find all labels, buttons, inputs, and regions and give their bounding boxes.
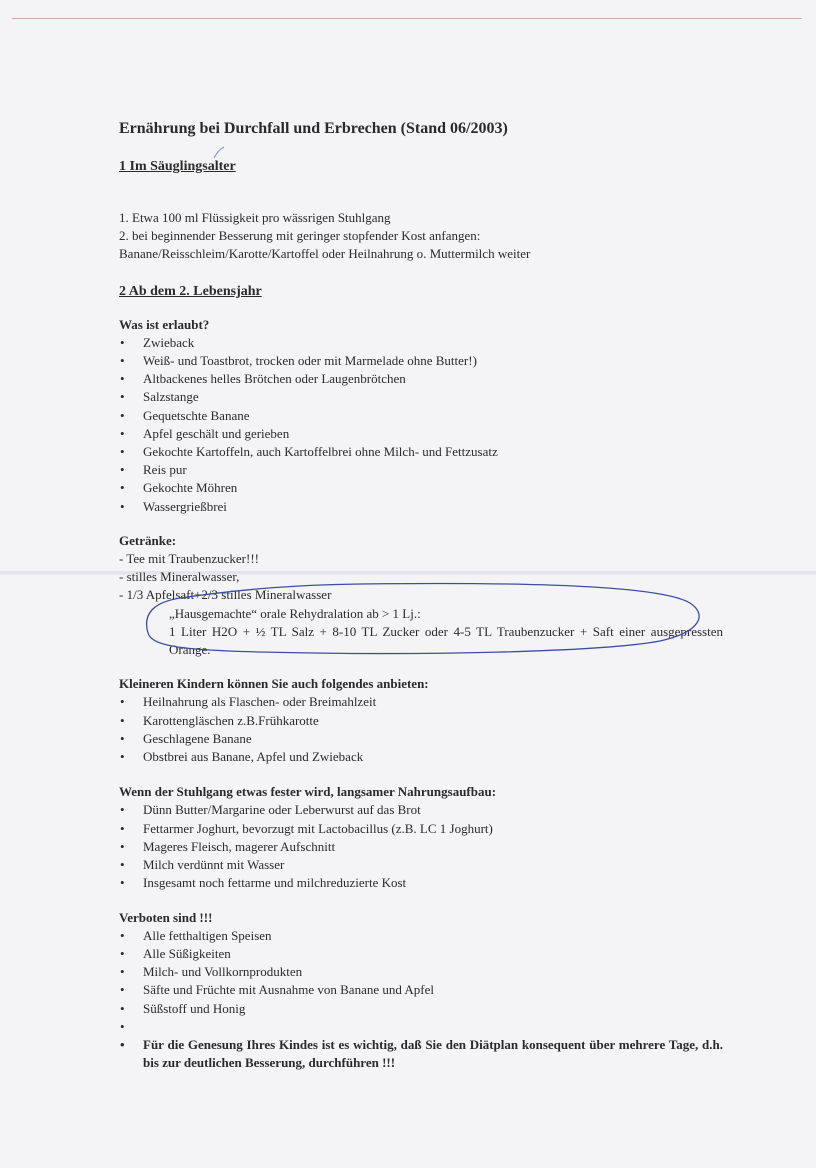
list-item: • Insgesamt noch fettarme und milchreduzierte Kost [119, 874, 723, 892]
drink-item: - 1/3 Apfelsaft+2/3 stilles Mineralwasser [119, 587, 332, 603]
infant-line: Banane/Reisschleim/Karotte/Kartoffel oder Heilnahrung o. Muttermilch weiter [119, 246, 531, 262]
infant-instructions [119, 209, 723, 264]
forbidden-list [119, 927, 723, 1072]
list-item: • Gekochte Möhren [119, 479, 723, 497]
list-item: • Süßstoff und Honig [119, 1000, 723, 1018]
list-item: • Altbackenes helles Brötchen oder Laugenbrötchen [119, 370, 723, 388]
list-item: • Zwieback [119, 334, 723, 352]
firmer-stool-label: Wenn der Stuhlgang etwas fester wird, langsamer Nahrungsaufbau: [119, 784, 497, 800]
list-item: • Milch verdünnt mit Wasser [119, 856, 723, 874]
list-item: • Apfel geschält und gerieben [119, 425, 723, 443]
rehydration-recipe-text: 1 Liter H2O + ½ TL Salz + 8-10 TL Zucker oder 4-5 TL Traubenzucker + Saft einer ausgepressten Orange. [169, 623, 723, 658]
list-item: • Karottengläschen z.B.Frühkarotte [119, 712, 723, 730]
small-children-label: Kleineren Kindern können Sie auch folgendes anbieten: [119, 676, 429, 692]
list-item: • Fettarmer Joghurt, bevorzugt mit Lactobacillus (z.B. LC 1 Joghurt) [119, 820, 723, 838]
list-item: • Mageres Fleisch, magerer Aufschnitt [119, 838, 723, 856]
section-heading-infants: 1 Im Säuglingsalter [119, 159, 236, 174]
final-note: • Für die Genesung Ihres Kindes ist es wichtig, daß Sie den Diätplan konsequent über mehrere Tage, d.h. bis zur deutlichen Besserung, durchführen !!! [119, 1036, 723, 1072]
allowed-label: Was ist erlaubt? [119, 316, 210, 332]
list-item: • Wassergrießbrei [119, 498, 723, 516]
infant-line: 2. bei beginnender Besserung mit geringer stopfender Kost anfangen: [119, 228, 481, 244]
rehydration-heading: „Hausgemachte“ orale Rehydralation ab > 1 Lj.: [169, 605, 421, 621]
empty-list-item [119, 1018, 723, 1036]
list-item: • Weiß- und Toastbrot, trocken oder mit Marmelade ohne Butter!) [119, 352, 723, 370]
list-item: • Säfte und Früchte mit Ausnahme von Banane und Apfel [119, 981, 723, 999]
list-item: • Reis pur [119, 461, 723, 479]
drink-item: - Tee mit Traubenzucker!!! [119, 551, 259, 567]
forbidden-label: Verboten sind !!! [119, 909, 213, 925]
infant-line: 1. Etwa 100 ml Flüssigkeit pro wässrigen Stuhlgang [119, 210, 391, 225]
document-title: Ernährung bei Durchfall und Erbrechen (Stand 06/2003) [119, 120, 508, 137]
firmer-stool-list [119, 801, 723, 892]
list-item: • Heilnahrung als Flaschen- oder Breimahlzeit [119, 693, 723, 711]
list-item: • Milch- und Vollkornprodukten [119, 963, 723, 981]
allowed-list [119, 334, 723, 516]
list-item: • Gequetschte Banane [119, 407, 723, 425]
drinks-label: Getränke: [119, 532, 177, 548]
list-item: • Alle fetthaltigen Speisen [119, 927, 723, 945]
small-children-list [119, 693, 723, 766]
page-edge [12, 18, 802, 19]
section-heading-second-year: 2 Ab dem 2. Lebensjahr [119, 283, 262, 299]
list-item: • Gekochte Kartoffeln, auch Kartoffelbrei ohne Milch- und Fettzusatz [119, 443, 723, 461]
document [119, 118, 723, 1072]
rehydration-recipe [169, 605, 723, 660]
list-item: • Salzstange [119, 388, 723, 406]
list-item: • Dünn Butter/Margarine oder Leberwurst auf das Brot [119, 801, 723, 819]
list-item: • Alle Süßigkeiten [119, 945, 723, 963]
list-item: • Obstbrei aus Banane, Apfel und Zwieback [119, 748, 723, 766]
drink-item: - stilles Mineralwasser, [119, 569, 240, 585]
list-item: • Geschlagene Banane [119, 730, 723, 748]
